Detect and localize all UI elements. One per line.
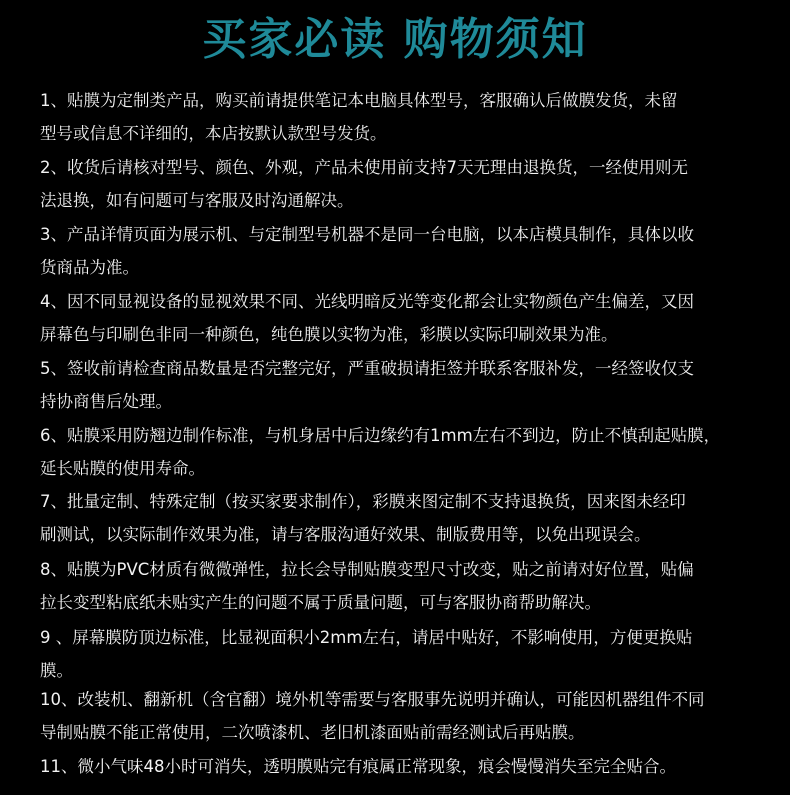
notice-line: 10、改装机、翻新机（含官翻）境外机等需要与客服事先说明并确认，可能因机器组件不同 [40,690,705,709]
notice-line: 型号或信息不详细的，本店按默认款型号发货。 [40,124,387,143]
notice-line: 4、因不同显视设备的显视效果不同、光线明暗反光等变化都会让实物颜色产生偏差，又因 [40,292,694,311]
notice-line: 持协商售后处理。 [40,392,172,411]
notice-line: 拉长变型粘底纸未贴实产生的问题不属于质量问题，可与客服协商帮助解决。 [40,593,601,612]
notice-line: 2、收货后请核对型号、颜色、外观，产品未使用前支持7天无理由退换货，一经使用则无 [40,158,688,177]
notice-line: 膜。 [40,661,73,680]
notice-line: 7、批量定制、特殊定制（按买家要求制作），彩膜来图定制不支持退换货，因来图未经印 [40,492,686,511]
notice-item-5 [40,352,766,418]
notice-item-11 [40,750,766,783]
notice-item-4 [40,285,766,351]
notice-item-9 [40,621,766,687]
notice-line: 9 、屏幕膜防顶边标准，比显视面积小2mm左右，请居中贴好，不影响使用，方便更换贴 [40,628,693,647]
notice-item-3 [40,218,766,284]
notice-line: 8、贴膜为PVC材质有微微弹性，拉长会导制贴膜变型尺寸改变，贴之前请对好位置，贴偏 [40,560,694,579]
notice-line: 法退换，如有问题可与客服及时沟通解决。 [40,191,354,210]
notice-line: 屏幕色与印刷色非同一种颜色，纯色膜以实物为准，彩膜以实际印刷效果为准。 [40,325,618,344]
notice-line: 货商品为准。 [40,258,139,277]
notice-line: 导制贴膜不能正常使用，二次喷漆机、老旧机漆面贴前需经测试后再贴膜。 [40,723,585,742]
page-title: 买家必读 购物须知 [202,14,588,65]
notice-item-8 [40,553,766,619]
notice-line: 刷测试，以实际制作效果为准，请与客服沟通好效果、制版费用等，以免出现误会。 [40,525,651,544]
notice-line: 5、签收前请检查商品数量是否完整完好，严重破损请拒签并联系客服补发，一经签收仅支 [40,359,694,378]
notice-item-1 [40,84,766,150]
notice-item-7 [40,485,766,551]
notice-item-6 [40,419,766,485]
notice-line: 1、贴膜为定制类产品，购买前请提供笔记本电脑具体型号，客服确认后做膜发货，未留 [40,91,678,110]
notice-line: 延长贴膜的使用寿命。 [40,459,205,478]
notice-item-10 [40,683,766,749]
notice-item-2 [40,151,766,217]
notice-line: 3、产品详情页面为展示机、与定制型号机器不是同一台电脑，以本店模具制作，具体以收 [40,225,694,244]
notice-line: 6、贴膜采用防翘边制作标准，与机身居中后边缘约有1mm左右不到边，防止不慎刮起贴膜， [40,426,721,445]
notice-line: 11、微小气味48小时可消失，透明膜贴完有痕属正常现象，痕会慢慢消失至完全贴合。 [40,757,676,776]
